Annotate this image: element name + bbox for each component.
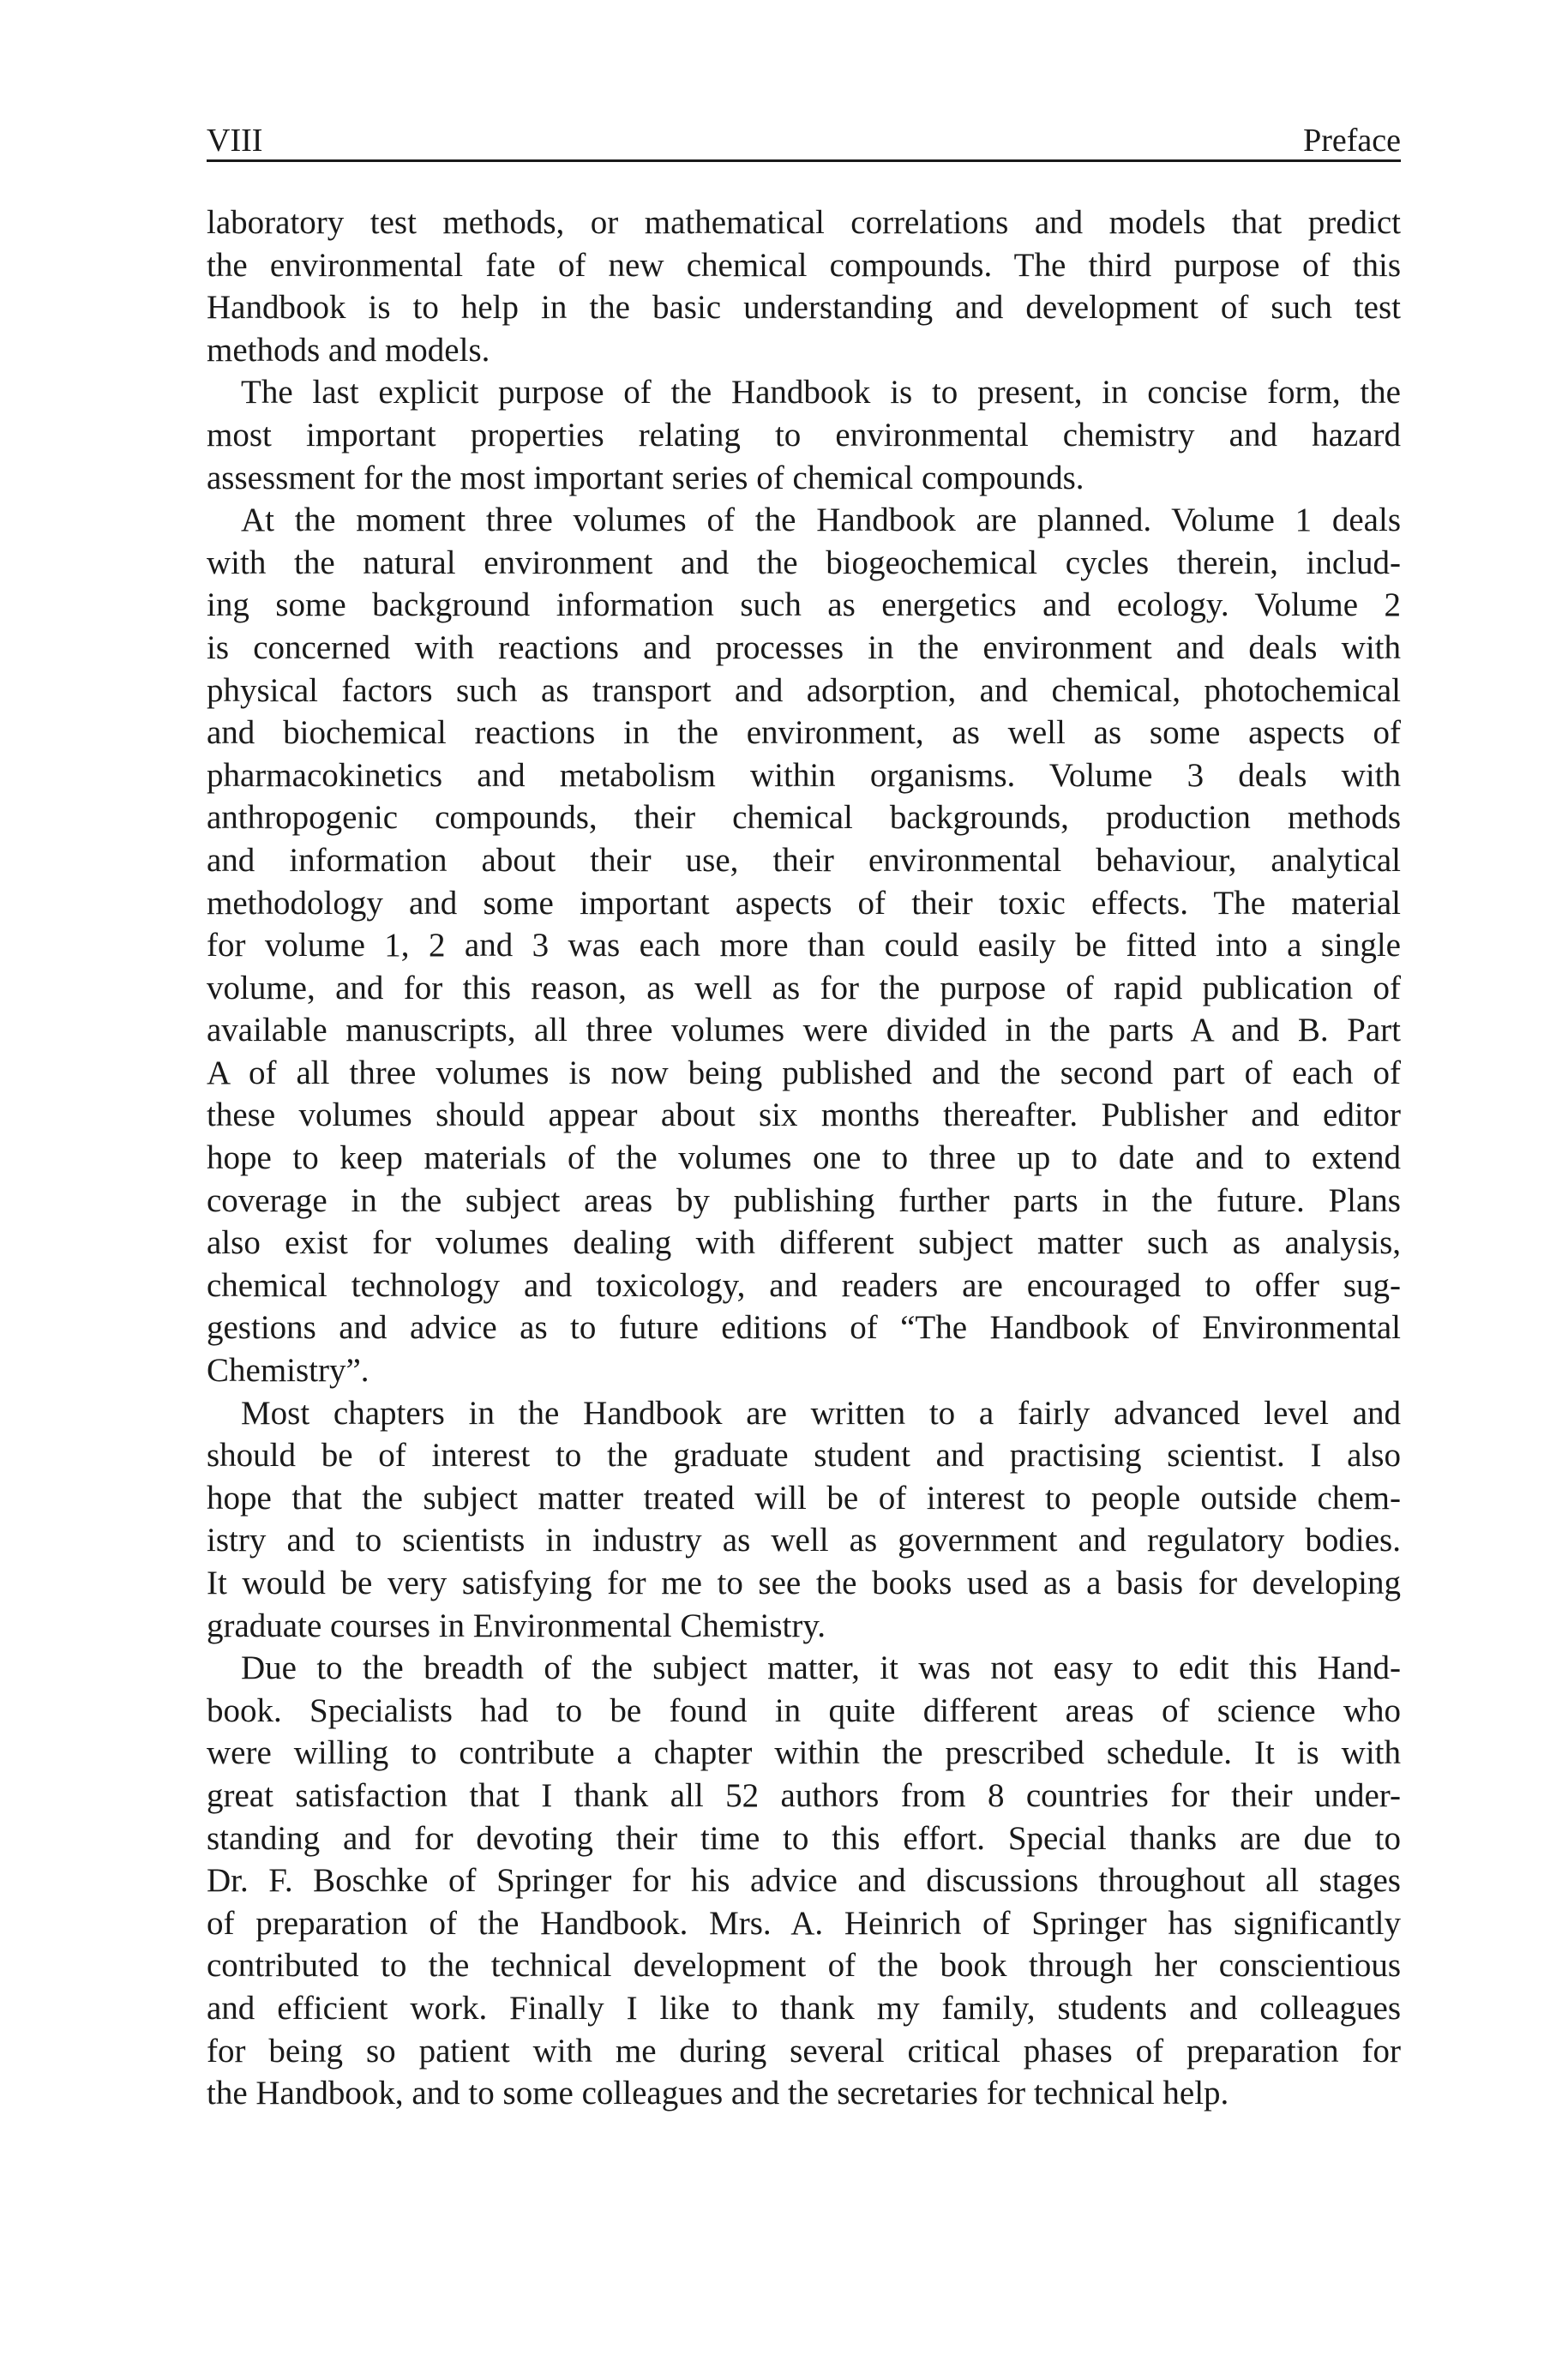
text-line: It would be very satisfying for me to see the books used as a basis for developing [207, 1565, 1401, 1601]
text-line: methods and models. [207, 331, 490, 369]
page-number: VIII [207, 123, 263, 159]
text-line: most important properties relating to environmental chemistry and hazard [207, 416, 1401, 454]
text-line: for being so patient with me during several critical phases of preparation for [207, 2032, 1401, 2070]
paragraph [207, 371, 1401, 499]
paragraph [207, 1392, 1401, 1648]
text-line: gestions and advice as to future editions of “The Handbook of Environmental [207, 1309, 1401, 1347]
text-line: Most chapters in the Handbook are written to a fairly advanced level and [241, 1394, 1401, 1432]
text-line: physical factors such as transport and adsorption, and chemical, photochemical [207, 671, 1401, 709]
text-line: hope to keep materials of the volumes one to three up to date and to extend [207, 1139, 1401, 1177]
text-line: the Handbook, and to some colleagues and the secretaries for technical help. [207, 2075, 1229, 2112]
text-line: with the natural environment and the biogeochemical cycles therein, includ- [207, 544, 1401, 581]
text-line: Handbook is to help in the basic understanding and development of such test [207, 289, 1401, 327]
text-line: coverage in the subject areas by publishing further parts in the future. Plans [207, 1181, 1401, 1219]
text-line: contributed to the technical development of the book through her conscientious [207, 1947, 1401, 1985]
text-line: anthropogenic compounds, their chemical backgrounds, production methods [207, 799, 1401, 837]
paragraph [207, 201, 1401, 371]
running-title: Preface [1303, 123, 1401, 159]
text-line: Due to the breadth of the subject matter, it was not easy to edit this Hand- [241, 1649, 1401, 1687]
text-line: should be of interest to the graduate student and practising scientist. I also [207, 1437, 1401, 1475]
text-line: methodology and some important aspects of their toxic effects. The material [207, 884, 1401, 922]
paragraph [207, 1647, 1401, 2115]
text-line: and efficient work. Finally I like to thank my family, students and colleagues [207, 1989, 1401, 2027]
text-line: Dr. F. Boschke of Springer for his advice and discussions throughout all stages [207, 1862, 1401, 1900]
text-line: and information about their use, their environmental behaviour, analytical [207, 841, 1401, 879]
text-line: graduate courses in Environmental Chemistry. [207, 1607, 826, 1644]
text-line: the environmental fate of new chemical compounds. The third purpose of this [207, 246, 1401, 284]
text-line: great satisfaction that I thank all 52 authors from 8 countries for their under- [207, 1776, 1401, 1814]
paragraph [207, 499, 1401, 1391]
text-line: available manuscripts, all three volumes were divided in the parts A and B. Part [207, 1012, 1401, 1049]
text-line: pharmacokinetics and metabolism within organisms. Volume 3 deals with [207, 756, 1401, 794]
text-line: book. Specialists had to be found in quite different areas of science who [207, 1691, 1401, 1729]
text-line: A of all three volumes is now being published and the second part of each of [207, 1054, 1401, 1091]
text-line: is concerned with reactions and processes in the environment and deals with [207, 628, 1401, 666]
text-line: istry and to scientists in industry as well as government and regulatory bodies. [207, 1522, 1401, 1559]
text-line: also exist for volumes dealing with different subject matter such as analysis, [207, 1224, 1401, 1262]
text-line: laboratory test methods, or mathematical correlations and models that predict [207, 204, 1401, 241]
text-line: were willing to contribute a chapter within the prescribed schedule. It is with [207, 1734, 1401, 1772]
text-line: and biochemical reactions in the environment, as well as some aspects of [207, 714, 1401, 752]
text-line: these volumes should appear about six months thereafter. Publisher and editor [207, 1096, 1401, 1134]
text-line: At the moment three volumes of the Handbook are planned. Volume 1 deals [241, 502, 1401, 539]
text-line: Chemistry”. [207, 1352, 369, 1390]
header-rule [207, 159, 1401, 162]
text-line: The last explicit purpose of the Handbook is to present, in concise form, the [241, 374, 1401, 412]
text-line: volume, and for this reason, as well as for the purpose of rapid publication of [207, 969, 1401, 1006]
text-line: hope that the subject matter treated will be of interest to people outside chem- [207, 1479, 1401, 1517]
text-line: assessment for the most important series of chemical compounds. [207, 459, 1084, 496]
text-line: standing and for devoting their time to this effort. Special thanks are due to [207, 1819, 1401, 1857]
body-text [207, 201, 1401, 2115]
text-line: ing some background information such as energetics and ecology. Volume 2 [207, 586, 1401, 624]
text-line: for volume 1, 2 and 3 was each more than could easily be fitted into a single [207, 927, 1401, 964]
text-line: chemical technology and toxicology, and readers are encouraged to offer sug- [207, 1266, 1401, 1304]
text-line: of preparation of the Handbook. Mrs. A. Heinrich of Springer has significantly [207, 1904, 1401, 1942]
